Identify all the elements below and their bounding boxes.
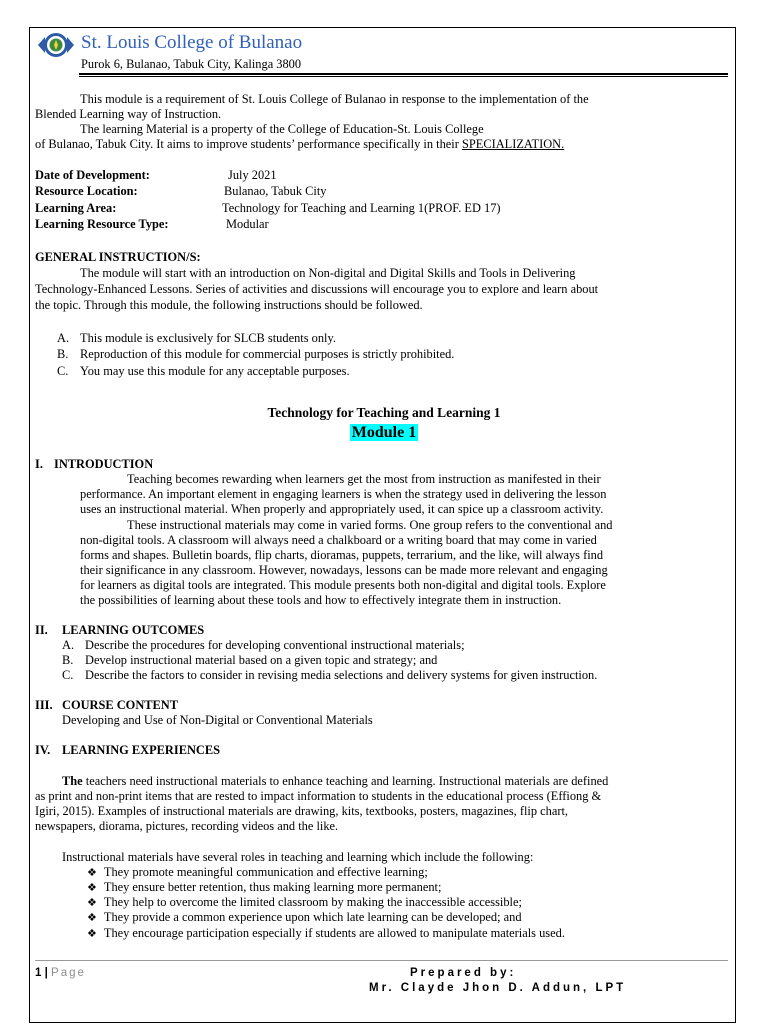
college-name: St. Louis College of Bulanao (81, 32, 303, 53)
detail-value-date: July 2021 (228, 168, 277, 182)
general-heading: GENERAL INSTRUCTION/S: (35, 250, 201, 264)
experiences-p1-line4: newspapers, diorama, pictures, recording videos and the like. (35, 819, 339, 833)
outcome-item-b: Develop instructional material based on a given topic and strategy; and (85, 653, 438, 667)
intro-section-num: I. (35, 457, 43, 471)
introduction-line: forms and shapes. Bulletin boards, flip charts, dioramas, puppets, terrarium, and the like, will always find (80, 548, 604, 562)
module-label-wrap (0, 423, 768, 443)
outcome-item-c: Describe the factors to consider in revising media selections and delivery systems for given instruction. (85, 668, 598, 682)
introduction-line: uses an instructional material. When properly and appropriately used, it can spice up a classroom activity. (80, 502, 604, 516)
outcome-mark-a: A. (62, 638, 75, 652)
bullet-item: ❖ They encourage participation especially if students are allowed to manipulate materials used. (87, 926, 565, 940)
header-rule (79, 73, 728, 75)
detail-label-date: Date of Development: (35, 168, 150, 182)
prepared-by: Prepared by: (410, 967, 517, 979)
general-line2: Technology-Enhanced Lessons. Series of activities and discussions will encourage you to explore and learn about (35, 282, 599, 296)
intro-section-heading: INTRODUCTION (54, 457, 154, 471)
intro-p1-line1: This module is a requirement of St. Louis College of Bulanao in response to the implementation of the (80, 92, 589, 106)
general-item-b: Reproduction of this module for commercial purposes is strictly prohibited. (80, 347, 455, 361)
general-item-c: You may use this module for any acceptable purposes. (80, 364, 350, 378)
specialization-underlined: SPECIALIZATION. (461, 137, 565, 151)
introduction-line: Teaching becomes rewarding when learners get the most from instruction as manifested in their (127, 472, 601, 486)
introduction-line: the possibilities of learning about these tools and how to effectively integrate them in instruction. (80, 593, 562, 607)
detail-label-location: Resource Location: (35, 184, 138, 198)
diamond-bullet-icon: ❖ (87, 928, 97, 940)
diamond-bullet-icon: ❖ (87, 912, 97, 924)
intro-p1-line2: Blended Learning way of Instruction. (35, 107, 222, 121)
bullet-item: ❖ They help to overcome the limited classroom by making the inaccessible accessible; (87, 895, 522, 909)
college-seal-icon (36, 31, 76, 59)
general-item-b-mark: B. (57, 347, 69, 361)
bullet-item: ❖ They ensure better retention, thus making learning more permanent; (87, 880, 442, 894)
course-content-text: Developing and Use of Non-Digital or Conventional Materials (62, 713, 373, 727)
general-line1: The module will start with an introduction on Non-digital and Digital Skills and Tools in Delivering (80, 266, 576, 280)
experiences-p1-line3: Igiri, 2015). Examples of instructional materials are drawing, kits, textbooks, posters, magazines, flip chart, (35, 804, 569, 818)
module-title: Technology for Teaching and Learning 1 (267, 405, 501, 420)
introduction-line: for learners as digital tools are integrated. This module presents both non-digital and digital tools. Explore (80, 578, 606, 592)
general-item-c-mark: C. (57, 364, 69, 378)
detail-value-area: Technology for Teaching and Learning 1(PROF. ED 17) (222, 201, 501, 215)
outcomes-section-heading: LEARNING OUTCOMES (62, 623, 205, 637)
detail-value-type: Modular (226, 217, 269, 231)
experiences-section-num: IV. (35, 743, 51, 757)
intro-p2-line1: The learning Material is a property of the College of Education-St. Louis College (80, 122, 484, 136)
outcome-mark-c: C. (62, 668, 74, 682)
detail-label-area: Learning Area: (35, 201, 117, 215)
bullet-item: ❖ They provide a common experience upon which late learning can be developed; and (87, 910, 522, 924)
author-name: Mr. Clayde Jhon D. Addun, LPT (369, 982, 627, 994)
bullet-item: ❖ They promote meaningful communication and effective learning; (87, 865, 428, 879)
module-label: Module 1 (351, 424, 417, 441)
header-rule-thin (79, 76, 728, 77)
intro-p2-line2: of Bulanao, Tabuk City. It aims to improve students’ performance specifically in their SPECIALIZATION. (35, 137, 565, 151)
outcomes-section-num: II. (35, 623, 48, 637)
experiences-p1-line1: The teachers need instructional materials to enhance teaching and learning. Instructional materials are defined (62, 774, 609, 788)
content-section-heading: COURSE CONTENT (62, 698, 179, 712)
footer-rule (35, 960, 728, 961)
detail-label-type: Learning Resource Type: (35, 217, 169, 231)
college-address: Purok 6, Bulanao, Tabuk City, Kalinga 3800 (81, 57, 302, 71)
diamond-bullet-icon: ❖ (87, 867, 97, 879)
detail-value-location: Bulanao, Tabuk City (224, 184, 327, 198)
content-section-num: III. (35, 698, 53, 712)
general-item-a: This module is exclusively for SLCB students only. (80, 331, 336, 345)
introduction-line: non-digital tools. A classroom will always need a chalkboard or a writing board that may come in varied (80, 533, 597, 547)
page-number: 1 | Page (35, 967, 86, 979)
general-item-a-mark: A. (57, 331, 70, 345)
outcome-mark-b: B. (62, 653, 74, 667)
general-line3: the topic. Through this module, the following instructions should be followed. (35, 298, 423, 312)
experiences-section-heading: LEARNING EXPERIENCES (62, 743, 221, 757)
experiences-p2: Instructional materials have several roles in teaching and learning which include the following: (62, 850, 534, 864)
introduction-line: performance. An important element in engaging learners is when the strategy used in delivering the lesson (80, 487, 607, 501)
introduction-line: their significance in any classroom. However, nowadays, lessons can be made more relevant and engaging (80, 563, 608, 577)
experiences-p1-line2: as print and non-print items that are rested to impact information to students in the educational process (Effiong & (35, 789, 602, 803)
diamond-bullet-icon: ❖ (87, 897, 97, 909)
introduction-line: These instructional materials may come in varied forms. One group refers to the conventional and (127, 518, 613, 532)
outcome-item-a: Describe the procedures for developing conventional instructional materials; (85, 638, 465, 652)
diamond-bullet-icon: ❖ (87, 882, 97, 894)
